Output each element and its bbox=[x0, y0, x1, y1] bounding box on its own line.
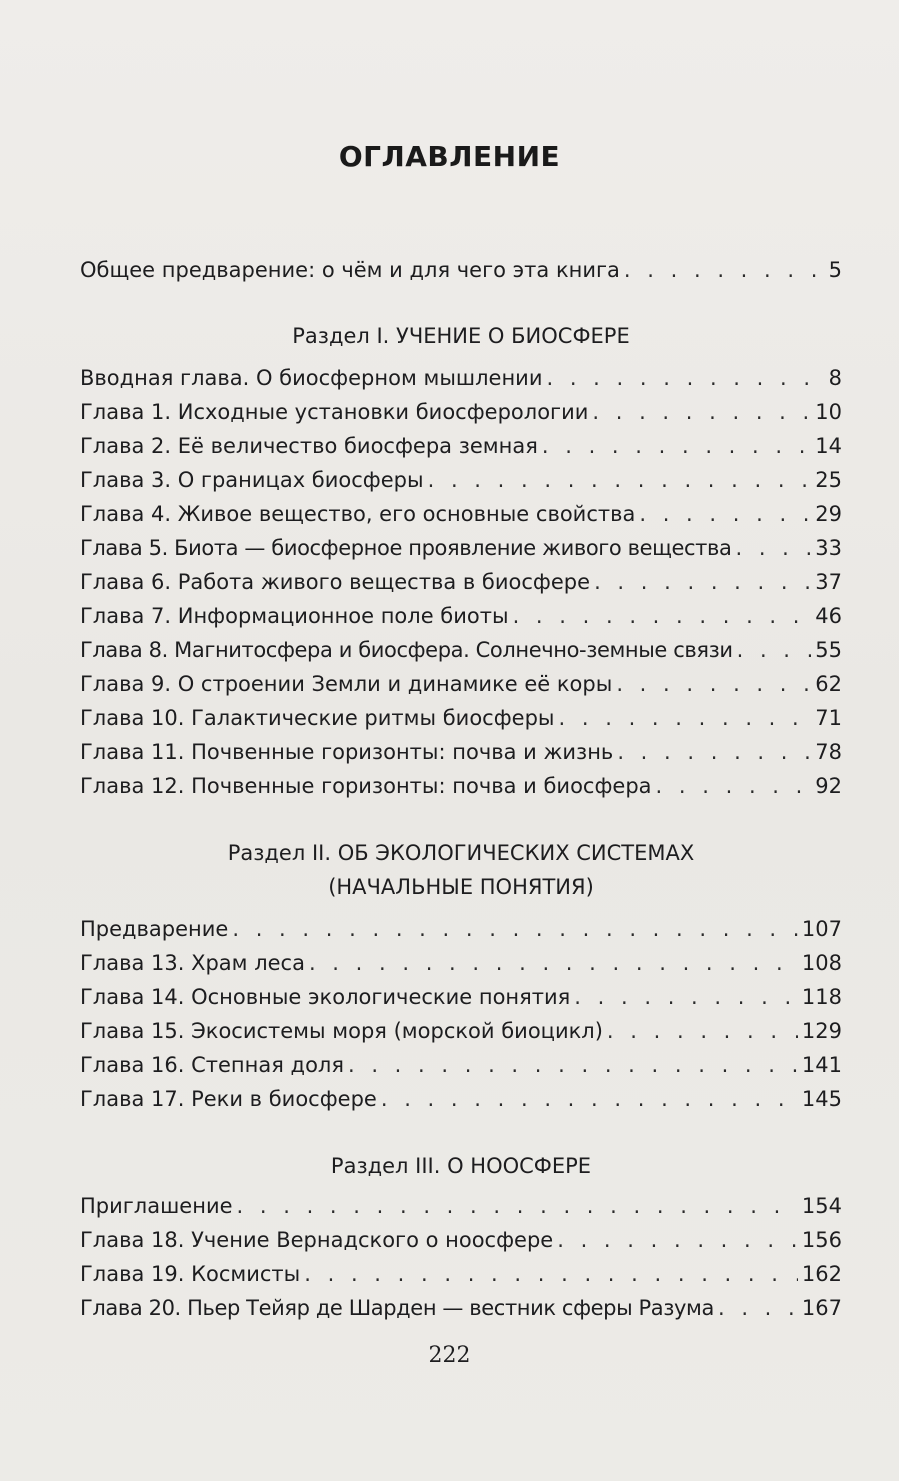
dot-leader bbox=[428, 463, 812, 497]
dot-leader bbox=[309, 946, 798, 980]
dot-leader bbox=[624, 253, 825, 287]
toc-entry bbox=[80, 1189, 842, 1223]
toc-entry-text: Глава 15. Экосистемы моря (морской биоцикл) bbox=[80, 1019, 603, 1043]
toc-entry-text: Глава 9. О строении Земли и динамике её коры bbox=[80, 672, 613, 696]
dot-leader bbox=[735, 531, 811, 565]
toc-entry-text: Глава 5. Биота — биосферное проявление живого вещества bbox=[80, 536, 732, 560]
toc-entry bbox=[80, 633, 842, 667]
toc-page-number: 156 bbox=[801, 1228, 842, 1252]
toc-entry-text: Глава 3. О границах биосферы bbox=[80, 468, 424, 492]
toc-page-number: 25 bbox=[815, 468, 842, 492]
toc-page-number: 14 bbox=[815, 434, 842, 458]
section-heading-1: Раздел I. УЧЕНИЕ О БИОСФЕРЕ bbox=[292, 324, 630, 348]
toc-entry-text: Глава 11. Почвенные горизонты: почва и жизнь bbox=[80, 740, 614, 764]
dot-leader bbox=[557, 1223, 798, 1257]
page-number: 222 bbox=[428, 1343, 471, 1368]
toc-entry-text: Глава 8. Магнитосфера и биосфера. Солнечно-земные связи bbox=[80, 638, 733, 662]
toc-entry bbox=[80, 735, 842, 769]
dot-leader bbox=[574, 980, 798, 1014]
toc-entry bbox=[80, 701, 842, 735]
dot-leader bbox=[304, 1257, 798, 1291]
toc-entry-text: Глава 12. Почвенные горизонты: почва и биосфера bbox=[80, 774, 652, 798]
toc-entry-text: Глава 16. Степная доля bbox=[80, 1053, 344, 1077]
toc-page-number: 162 bbox=[801, 1262, 842, 1286]
toc-entry bbox=[80, 395, 842, 429]
toc-entry bbox=[80, 429, 842, 463]
dot-leader bbox=[656, 769, 812, 803]
toc-entry bbox=[80, 769, 842, 803]
toc-entry-text: Глава 18. Учение Вернадского о ноосфере bbox=[80, 1228, 554, 1252]
toc-page-number: 71 bbox=[815, 706, 842, 730]
toc-entry bbox=[80, 1223, 842, 1257]
toc-page-number: 62 bbox=[815, 672, 842, 696]
toc-entry-text: Приглашение bbox=[80, 1194, 233, 1218]
toc-entry-intro bbox=[80, 253, 842, 287]
toc-page-number: 78 bbox=[815, 740, 842, 764]
toc-entry bbox=[80, 1291, 842, 1325]
toc-entry bbox=[80, 1014, 842, 1048]
toc-entry bbox=[80, 361, 842, 395]
toc-page-number: 5 bbox=[828, 258, 842, 282]
dot-leader bbox=[542, 429, 811, 463]
dot-leader bbox=[559, 701, 812, 735]
dot-leader bbox=[607, 1014, 798, 1048]
toc-entry bbox=[80, 980, 842, 1014]
dot-leader bbox=[232, 912, 798, 946]
dot-leader bbox=[718, 1291, 798, 1325]
toc-entry bbox=[80, 946, 842, 980]
toc-entry-text: Глава 2. Её величество биосфера земная bbox=[80, 434, 538, 458]
toc-entry-text: Глава 20. Пьер Тейяр де Шарден — вестник сферы Разума bbox=[80, 1296, 714, 1320]
toc-page-number: 92 bbox=[815, 774, 842, 798]
toc-entry-text: Предварение bbox=[80, 917, 229, 941]
toc-entry bbox=[80, 667, 842, 701]
toc-entry bbox=[80, 1082, 842, 1116]
dot-leader bbox=[546, 361, 824, 395]
dot-leader bbox=[592, 395, 811, 429]
toc-page-number: 33 bbox=[815, 536, 842, 560]
toc-page-number: 129 bbox=[801, 1019, 842, 1043]
toc-entry bbox=[80, 1048, 842, 1082]
dot-leader bbox=[617, 735, 811, 769]
toc-page-number: 167 bbox=[801, 1296, 842, 1320]
toc-entry bbox=[80, 599, 842, 633]
dot-leader bbox=[737, 633, 812, 667]
page-title: ОГЛАВЛЕНИЕ bbox=[338, 140, 561, 173]
toc-page-number: 108 bbox=[801, 951, 842, 975]
toc-entry-text: Вводная глава. О биосферном мышлении bbox=[80, 366, 543, 390]
toc-page-number: 154 bbox=[801, 1194, 842, 1218]
toc-entry-text: Глава 1. Исходные установки биосферологии bbox=[80, 400, 589, 424]
toc-page-number: 107 bbox=[801, 917, 842, 941]
toc-entry bbox=[80, 531, 842, 565]
toc-page-number: 10 bbox=[815, 400, 842, 424]
toc-page-number: 29 bbox=[815, 502, 842, 526]
toc-entry bbox=[80, 497, 842, 531]
toc-entry-text: Глава 7. Информационное поле биоты bbox=[80, 604, 509, 628]
toc-entry-text: Глава 13. Храм леса bbox=[80, 951, 305, 975]
toc-entry bbox=[80, 463, 842, 497]
toc-entry bbox=[80, 1257, 842, 1291]
toc-page-number: 46 bbox=[815, 604, 842, 628]
dot-leader bbox=[237, 1189, 798, 1223]
dot-leader bbox=[616, 667, 811, 701]
section-heading-2-subtitle: (НАЧАЛЬНЫЕ ПОНЯТИЯ) bbox=[328, 875, 594, 899]
toc-page-number: 8 bbox=[828, 366, 842, 390]
toc-page-number: 55 bbox=[815, 638, 842, 662]
toc-entry-text: Глава 17. Реки в биосфере bbox=[80, 1087, 377, 1111]
toc-page-number: 141 bbox=[801, 1053, 842, 1077]
dot-leader bbox=[381, 1082, 798, 1116]
section-heading-2: Раздел II. ОБ ЭКОЛОГИЧЕСКИХ СИСТЕМАХ bbox=[227, 841, 695, 865]
toc-entry-text: Общее предварение: о чём и для чего эта книга bbox=[80, 258, 620, 282]
toc-page-number: 145 bbox=[801, 1087, 842, 1111]
toc-entry-text: Глава 14. Основные экологические понятия bbox=[80, 985, 571, 1009]
toc-entry bbox=[80, 565, 842, 599]
toc-entry-text: Глава 6. Работа живого вещества в биосфере bbox=[80, 570, 591, 594]
dot-leader bbox=[348, 1048, 798, 1082]
dot-leader bbox=[639, 497, 811, 531]
toc-entry-text: Глава 19. Космисты bbox=[80, 1262, 301, 1286]
toc-entry-text: Глава 4. Живое вещество, его основные свойства bbox=[80, 502, 636, 526]
toc-entry bbox=[80, 912, 842, 946]
dot-leader bbox=[594, 565, 811, 599]
toc-page-number: 37 bbox=[815, 570, 842, 594]
dot-leader bbox=[513, 599, 812, 633]
toc-page-number: 118 bbox=[801, 985, 842, 1009]
section-heading-3: Раздел III. О НООСФЕРЕ bbox=[330, 1154, 592, 1178]
toc-entry-text: Глава 10. Галактические ритмы биосферы bbox=[80, 706, 555, 730]
